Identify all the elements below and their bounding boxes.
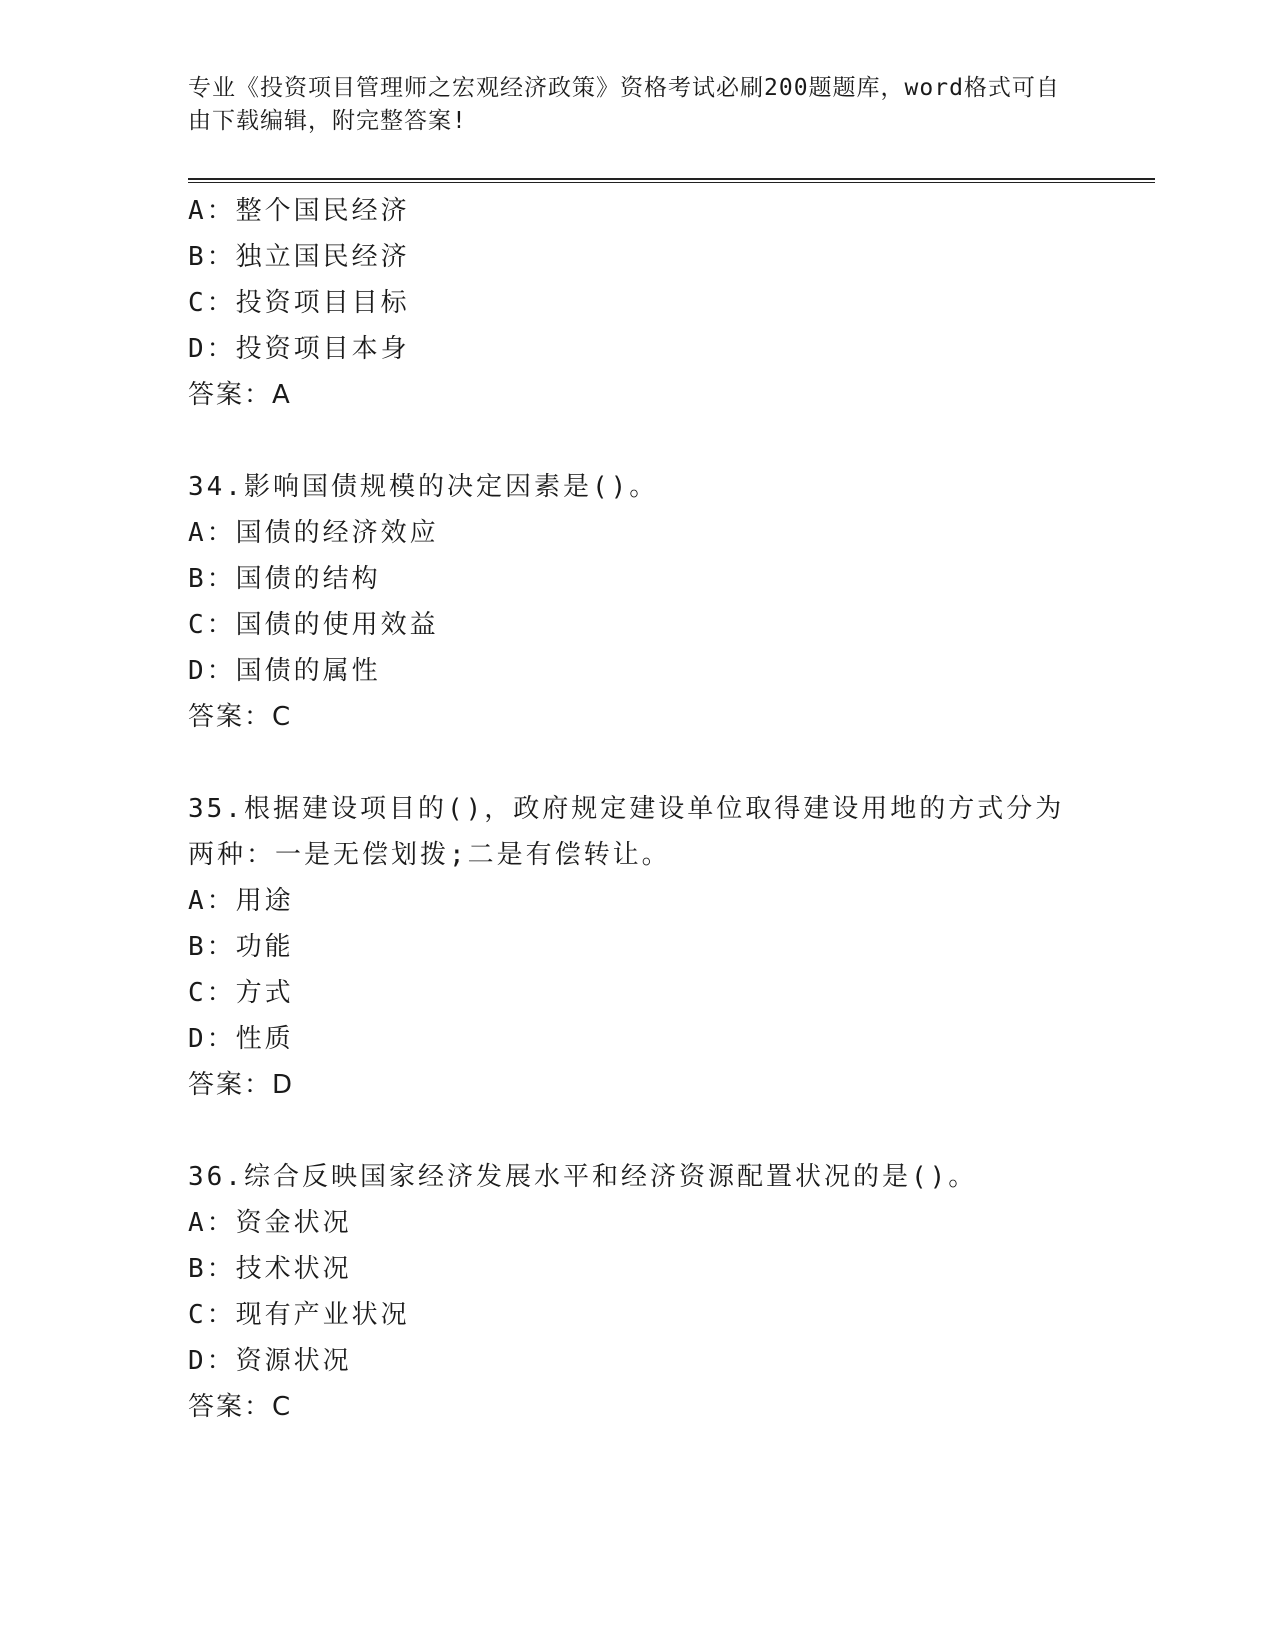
answer-line: 答案：D [188,1070,295,1100]
page-header: 专业《投资项目管理师之宏观经济政策》资格考试必刷200题题库，word格式可自由下载编辑，附完整答案! [188,75,1060,134]
option-a: A：资金状况 [188,1208,352,1238]
option-d: D：资源状况 [188,1346,352,1376]
question-title: 36.综合反映国家经济发展水平和经济资源配置状况的是()。 [188,1162,978,1192]
answer-line: 答案：A [188,380,292,410]
answer-line: 答案：C [188,702,293,732]
option-c: C：方式 [188,978,294,1008]
question-list [188,188,1088,1430]
option-d: D：性质 [188,1024,294,1054]
option-b: B：技术状况 [188,1254,352,1284]
option-d: D：投资项目本身 [188,334,410,364]
question-title: 35.根据建设项目的()，政府规定建设单位取得建设用地的方式分为两种：一是无偿划拨;二是有偿转让。 [188,794,1065,870]
question-title: 34.影响国债规模的决定因素是()。 [188,472,659,502]
block-spacer [188,418,1088,464]
question-block-33 [188,188,1088,418]
option-b: B：功能 [188,932,294,962]
option-a: A：整个国民经济 [188,196,410,226]
question-block-35 [188,786,1088,1108]
option-c: C：国债的使用效益 [188,610,439,640]
block-spacer [188,1108,1088,1154]
question-block-36 [188,1154,1088,1430]
answer-line: 答案：C [188,1392,293,1422]
option-c: C：投资项目目标 [188,288,410,318]
option-c: C：现有产业状况 [188,1300,410,1330]
question-block-34 [188,464,1088,740]
header-divider [188,178,1155,183]
option-a: A：国债的经济效应 [188,518,439,548]
option-d: D：国债的属性 [188,656,381,686]
option-b: B：独立国民经济 [188,242,410,272]
option-b: B：国债的结构 [188,564,381,594]
block-spacer [188,740,1088,786]
option-a: A：用途 [188,886,294,916]
